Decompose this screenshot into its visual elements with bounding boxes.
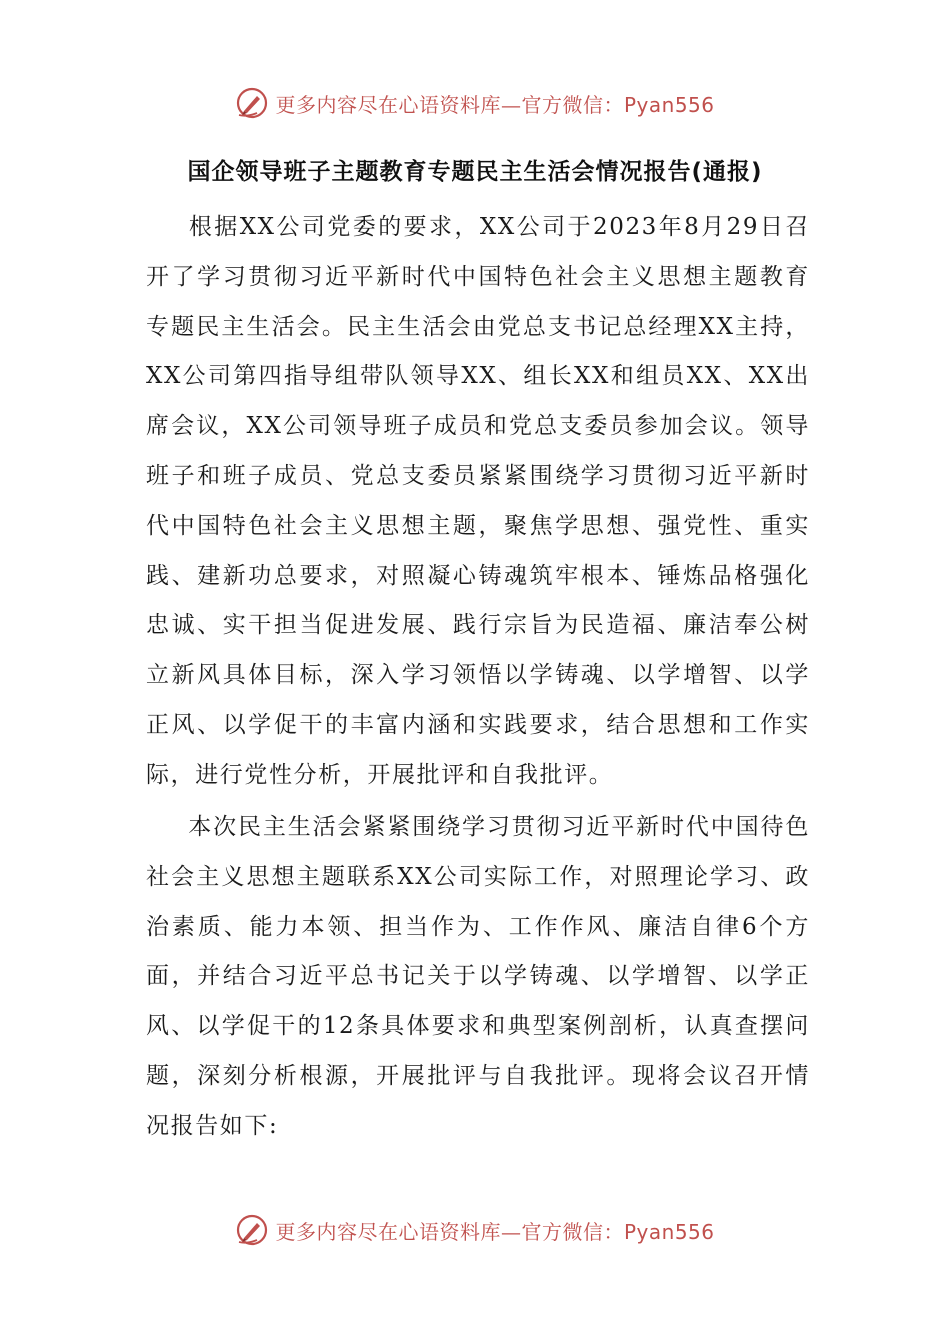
document-title: 国企领导班子主题教育专题民主生活会情况报告(通报)	[187, 159, 763, 185]
footer-watermark	[0, 1210, 950, 1250]
paragraph-1-text: 根据XX公司党委的要求，XX公司于2023年8月29日召开了学习贯彻习近平新时代中国特色社会主义思想主题教育专题民主生活会。民主生活会由党总支书记总经理XX主持，XX公司第四指导组带队领导XX、组长XX和组员XX、XX出席会议，XX公司领导班子成员和党总支委员参加会议。领导班子和班子成员、党总支委员紧紧围绕学习贯彻习近平新时代中国特色社会主义思想主题，聚焦学思想、强党性、重实践、建新功总要求，对照凝心铸魂筑牢根本、锤炼品格强化忠诚、实干担当促进发展、践行宗旨为民造福、廉洁奉公树立新风具体目标，深入学习领悟以学铸魂、以学增智、以学正风、以学促干的丰富内涵和实践要求，结合思想和工作实际，进行党性分析，开展批评和自我批评。	[146, 214, 810, 788]
watermark-text: 更多内容尽在心语资料库—官方微信：Pyan556	[275, 92, 715, 117]
pen-logo-icon	[235, 86, 269, 120]
paragraph-2	[146, 803, 810, 1152]
watermark-text: 更多内容尽在心语资料库—官方微信：Pyan556	[275, 1219, 715, 1244]
paragraph-1	[146, 203, 810, 801]
paragraph-2-text: 本次民主生活会紧紧围绕学习贯彻习近平新时代中国待色社会主义思想主题联系XX公司实际工作，对照理论学习、政治素质、能力本领、担当作为、工作作风、廉洁自律6个方面，并结合习近平总书记关于以学铸魂、以学增智、以学正风、以学促干的12条具体要求和典型案例剖析，认真查摆问题，深刻分析根源，开展批评与自我批评。现将会议召开情况报告如下:	[146, 814, 810, 1139]
header-watermark	[0, 83, 950, 123]
pen-logo-icon	[235, 1213, 269, 1247]
